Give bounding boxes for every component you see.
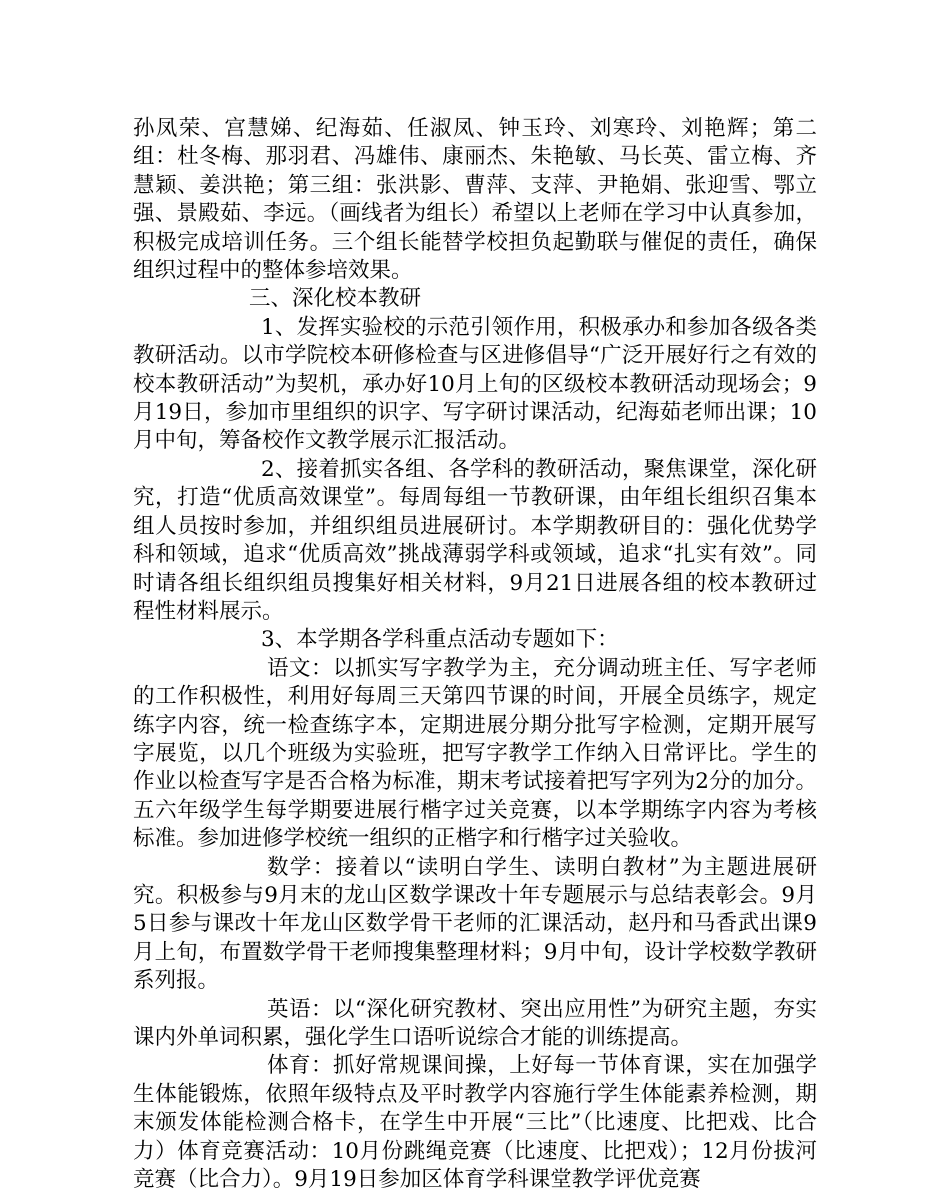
- section-heading-deepen-school-research: 三、深化校本教研: [249, 286, 422, 312]
- paragraph-pe: 体育：抓好常规课间操，上好每一节体育课，实在加强学生体能锻炼，依照年级特点及平时教学内容施行学生体能素养检测，期末颁发体能检测合格卡，在学生中开展“三比”（比速度、比把戏、比合力）体育竞赛活动：10月份跳绳竞赛（比速度、比把戏）；12月份拔河竞赛（比合力）。9月19日参加区体育学科课堂教学评优竞赛: [133, 1053, 817, 1193]
- paragraph-math: 数学：接着以“读明白学生、读明白教材”为主题进展研究。积极参与9月末的龙山区数学课改十年专题展示与总结表彰会。9月5日参与课改十年龙山区数学骨干老师的汇课活动，赵丹和马香武出课9月上旬，布置数学骨干老师搜集整理材料；9月中旬，设计学校数学教研系列报。: [133, 854, 817, 994]
- paragraph-group-list: 孙凤荣、宫慧娣、纪海茹、任淑凤、钟玉玲、刘寒玲、刘艳辉；第二组：杜冬梅、那羽君、冯雄伟、康丽杰、朱艳敏、马长英、雷立梅、齐慧颖、姜洪艳；第三组：张洪影、曹萍、支萍、尹艳娟、张迎雪、鄂立强、景殿茹、李远。（画线者为组长）希望以上老师在学习中认真参加，积极完成培训任务。三个组长能替学校担负起勤联与催促的责任，确保组织过程中的整体参培效果。: [133, 116, 817, 284]
- paragraph-chinese: 语文：以抓实写字教学为主，充分调动班主任、写字老师的工作积极性，利用好每周三天第四节课的时间，开展全员练字，规定练字内容，统一检查练字本，定期进展分期分批写字检测，定期开展写字展览，以几个班级为实验班，把写字教学工作纳入日常评比。学生的作业以检查写字是否合格为标准，期末考试接着把写字列为2分的加分。五六年级学生每学期要进展行楷字过关竞赛，以本学期练字内容为考核标准。参加进修学校统一组织的正楷字和行楷字过关验收。: [133, 655, 817, 852]
- paragraph-item-1: 1、发挥实验校的示范引领作用，积极承办和参加各级各类教研活动。以市学院校本研修检查与区进修倡导“广泛开展好行之有效的校本教研活动”为契机，承办好10月上旬的区级校本教研活动现场会；9月19日，参加市里组织的识字、写字研讨课活动，纪海茹老师出课；10月中旬，筹备校作文教学展示汇报活动。: [133, 314, 817, 454]
- paragraph-english: 英语：以“深化研究教材、突出应用性”为研究主题，夯实课内外单词积累，强化学生口语听说综合才能的训练提高。: [133, 996, 817, 1050]
- document-body: [133, 115, 817, 1194]
- paragraph-item-3: 3、本学期各学科重点活动专题如下：: [261, 627, 619, 653]
- paragraph-item-2: 2、接着抓实各组、各学科的教研活动，聚焦课堂，深化研究，打造“优质高效课堂”。每周每组一节教研课，由年组长组织召集本组人员按时参加，并组织组员进展研讨。本学期教研目的：强化优势学科和领域，追求“优质高效”挑战薄弱学科或领域，追求“扎实有效”。同时请各组长组织组员搜集好相关材料，9月21日进展各组的校本教研过程性材料展示。: [133, 456, 817, 624]
